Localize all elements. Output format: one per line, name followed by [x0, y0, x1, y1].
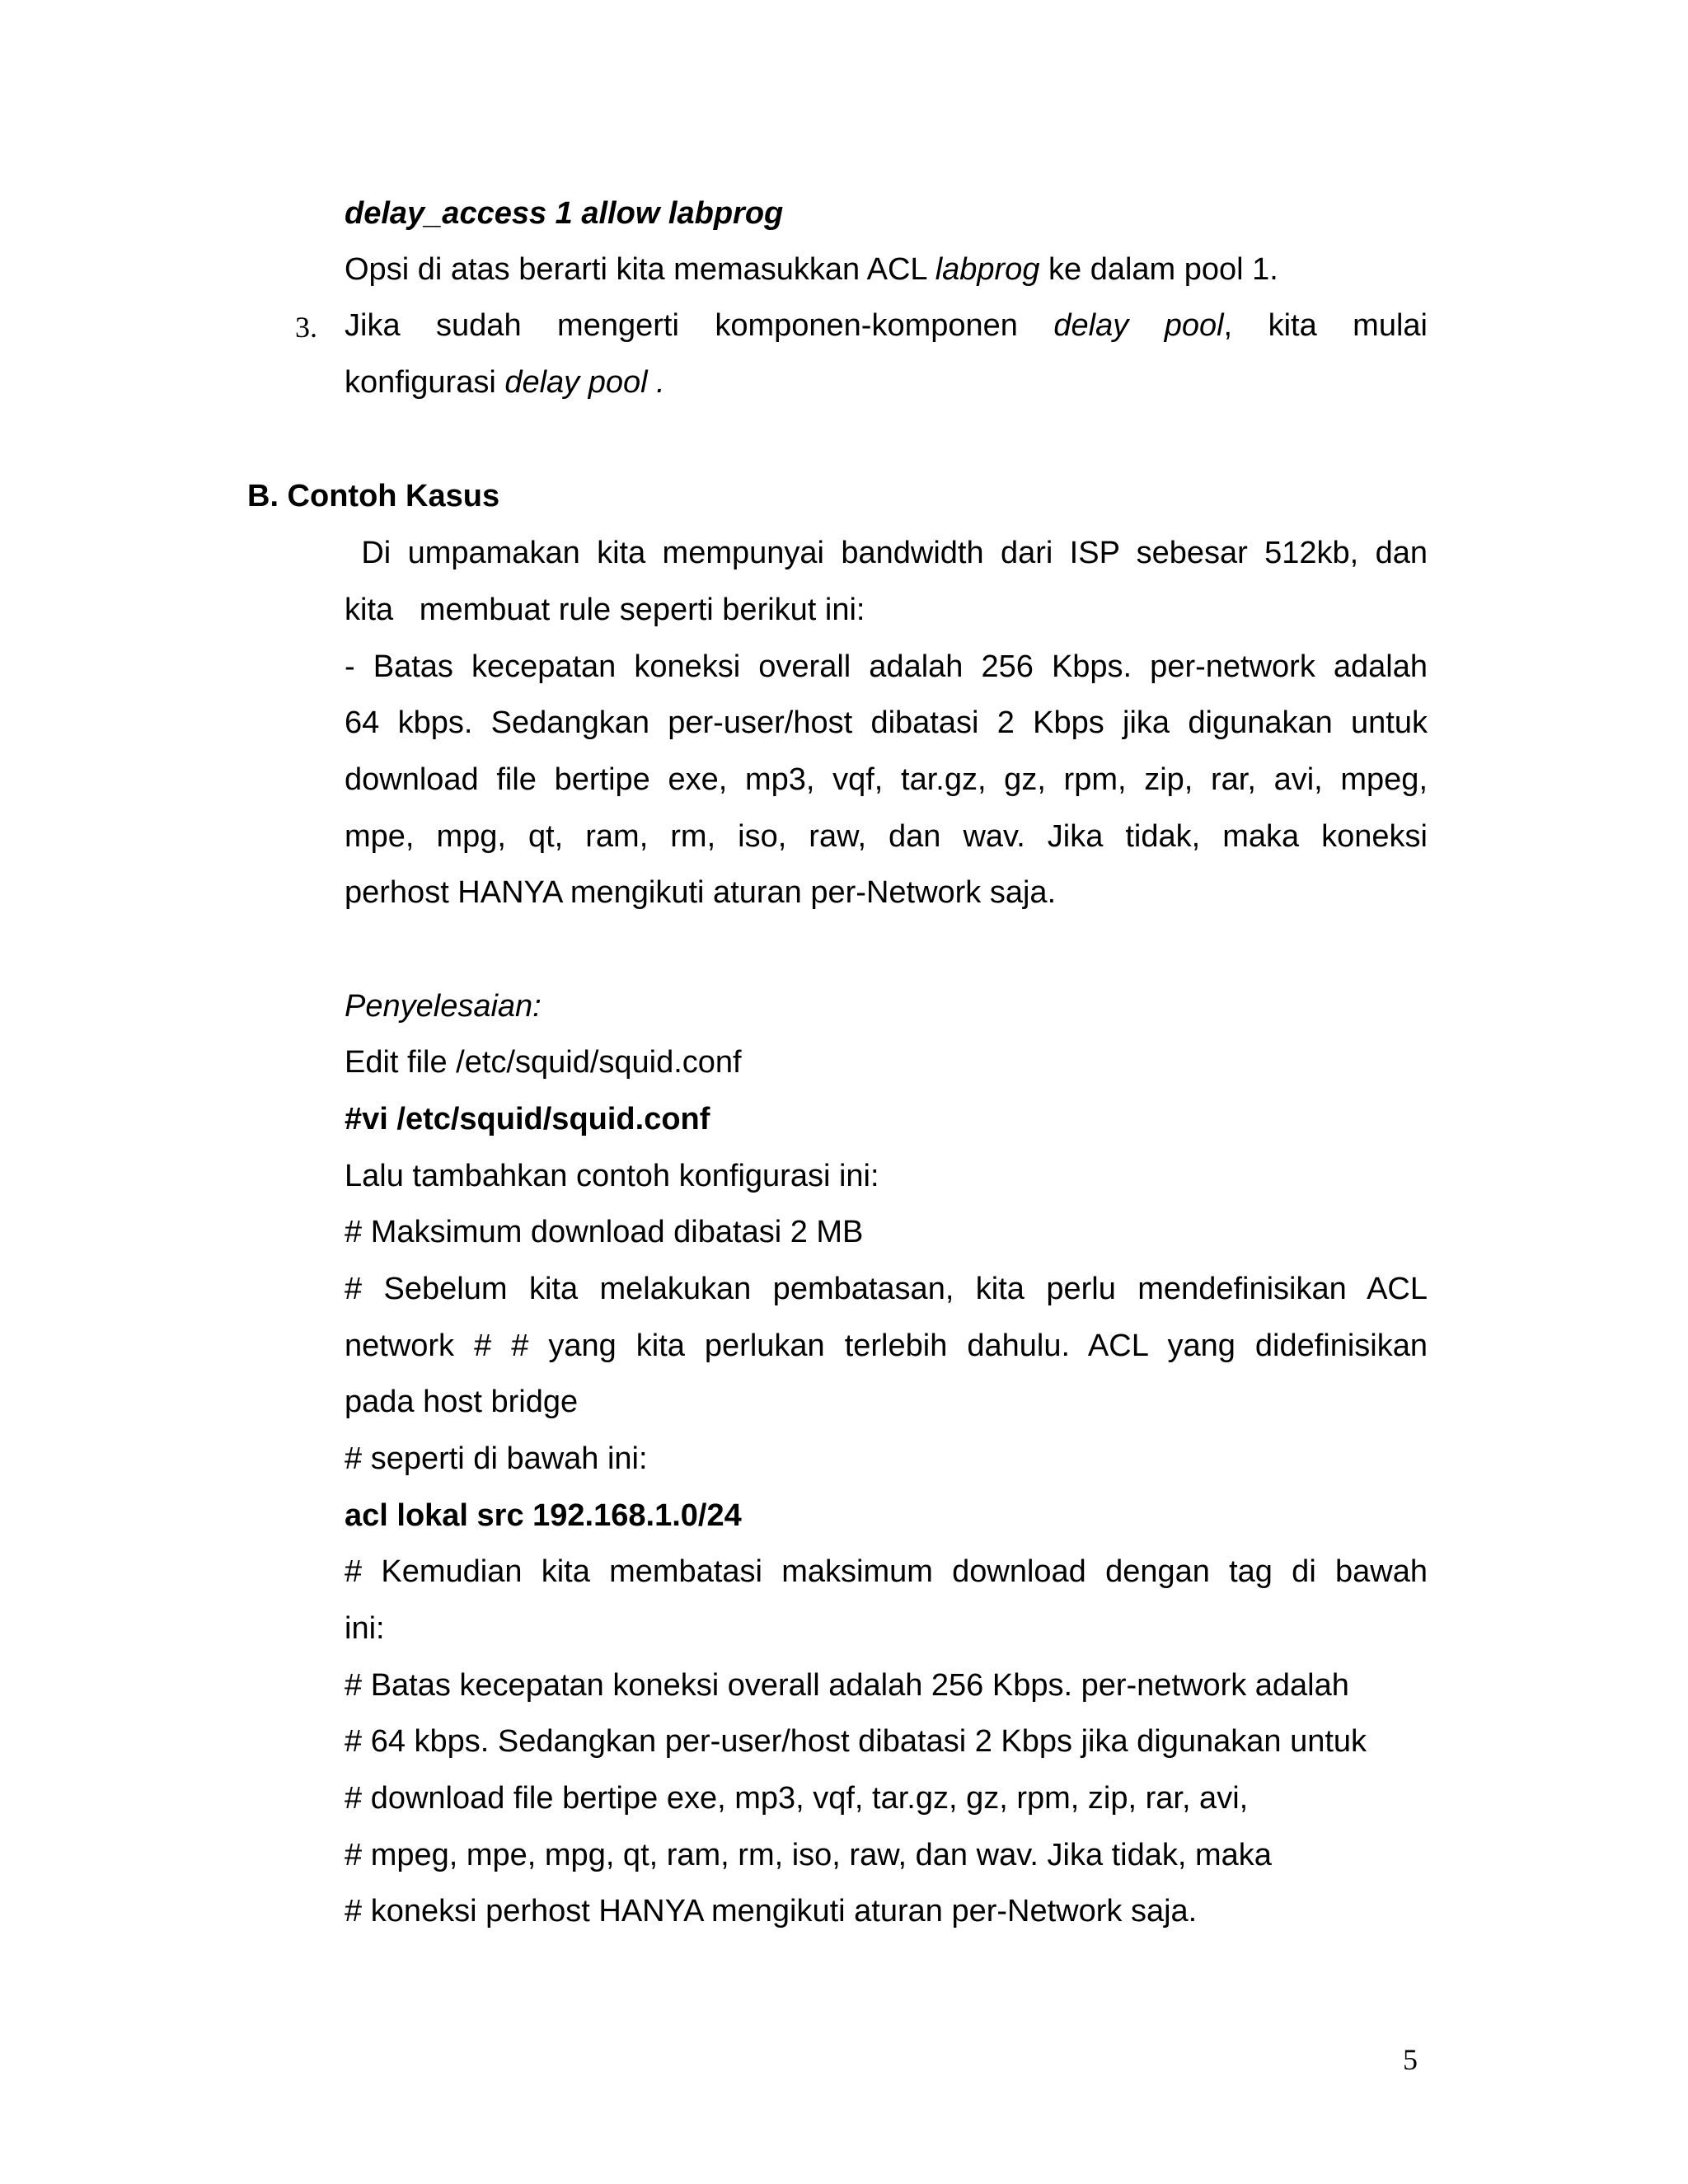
list-item-line-2 — [345, 363, 665, 401]
edit-file-line: Edit file /etc/squid/squid.conf — [345, 1045, 742, 1080]
opsi-text-b: ke dalam pool 1. — [1039, 252, 1278, 287]
para-line: 64 kbps. Sedangkan per-user/host dibatasi 2 Kbps jika digunakan untuk — [345, 705, 1428, 740]
para-line: - Batas kecepatan koneksi overall adalah 256 Kbps. per-network adalah — [345, 649, 1428, 684]
opsi-italic-acl: labprog — [935, 252, 1040, 287]
opsi-sentence — [345, 251, 1278, 288]
solution-label: Penyelesaian: — [345, 989, 542, 1024]
list-item-line-1 — [345, 307, 1428, 344]
comment-rule-line: # koneksi perhost HANYA mengikuti aturan per-Network saja. — [345, 1894, 1198, 1929]
page-number: 5 — [1403, 2043, 1418, 2076]
comment-max-download: # Maksimum download dibatasi 2 MB — [345, 1215, 864, 1249]
comment-rule-line: # mpeg, mpe, mpg, qt, ram, rm, iso, raw, dan wav. Jika tidak, maka — [345, 1838, 1272, 1872]
comment-kemudian-line: ini: — [345, 1611, 385, 1646]
comment-kemudian-line: # Kemudian kita membatasi maksimum download dengan tag di bawah — [345, 1554, 1428, 1589]
item-text-b: , kita mulai — [1223, 308, 1428, 343]
comment-rule-line: # Batas kecepatan koneksi overall adalah 256 Kbps. per-network adalah — [345, 1668, 1349, 1703]
para-line: perhost HANYA mengikuti aturan per-Network saja. — [345, 875, 1057, 910]
comment-below-line: # seperti di bawah ini: — [345, 1441, 648, 1476]
item-italic: delay pool — [1053, 308, 1224, 343]
list-item-number: 3. — [295, 311, 317, 344]
opsi-text-a: Opsi di atas berarti kita memasukkan ACL — [345, 252, 935, 287]
para-line: kita membuat rule seperti berikut ini: — [345, 593, 865, 627]
comment-rule-line: # download file bertipe exe, mp3, vqf, tar.gz, gz, rpm, zip, rar, avi, — [345, 1781, 1249, 1816]
para-line: download file bertipe exe, mp3, vqf, tar.gz, gz, rpm, zip, rar, avi, mpeg, — [345, 762, 1428, 797]
acl-config-line: acl lokal src 192.168.1.0/24 — [345, 1498, 742, 1533]
para-line: mpe, mpg, qt, ram, rm, iso, raw, dan wav. Jika tidak, maka koneksi — [345, 819, 1428, 854]
comment-rule-line: # 64 kbps. Sedangkan per-user/host dibatasi 2 Kbps jika digunakan untuk — [345, 1724, 1367, 1759]
vi-command-line: #vi /etc/squid/squid.conf — [345, 1102, 710, 1137]
code-line-delay-access: delay_access 1 allow labprog — [345, 196, 784, 231]
item-text-a: Jika sudah mengerti komponen-komponen — [345, 308, 1054, 343]
add-config-line: Lalu tambahkan contoh konfigurasi ini: — [345, 1159, 879, 1193]
item2-text-a: konfigurasi — [345, 365, 505, 400]
comment-acl-line: network # # yang kita perlukan terlebih dahulu. ACL yang didefinisikan — [345, 1329, 1428, 1363]
para-line: Di umpamakan kita mempunyai bandwidth dari ISP sebesar 512kb, dan — [345, 536, 1428, 570]
comment-acl-line: pada host bridge — [345, 1385, 579, 1419]
item2-italic: delay pool . — [504, 365, 665, 400]
section-heading: B. Contoh Kasus — [247, 479, 500, 513]
comment-acl-line: # Sebelum kita melakukan pembatasan, kita perlu mendefinisikan ACL — [345, 1272, 1428, 1306]
